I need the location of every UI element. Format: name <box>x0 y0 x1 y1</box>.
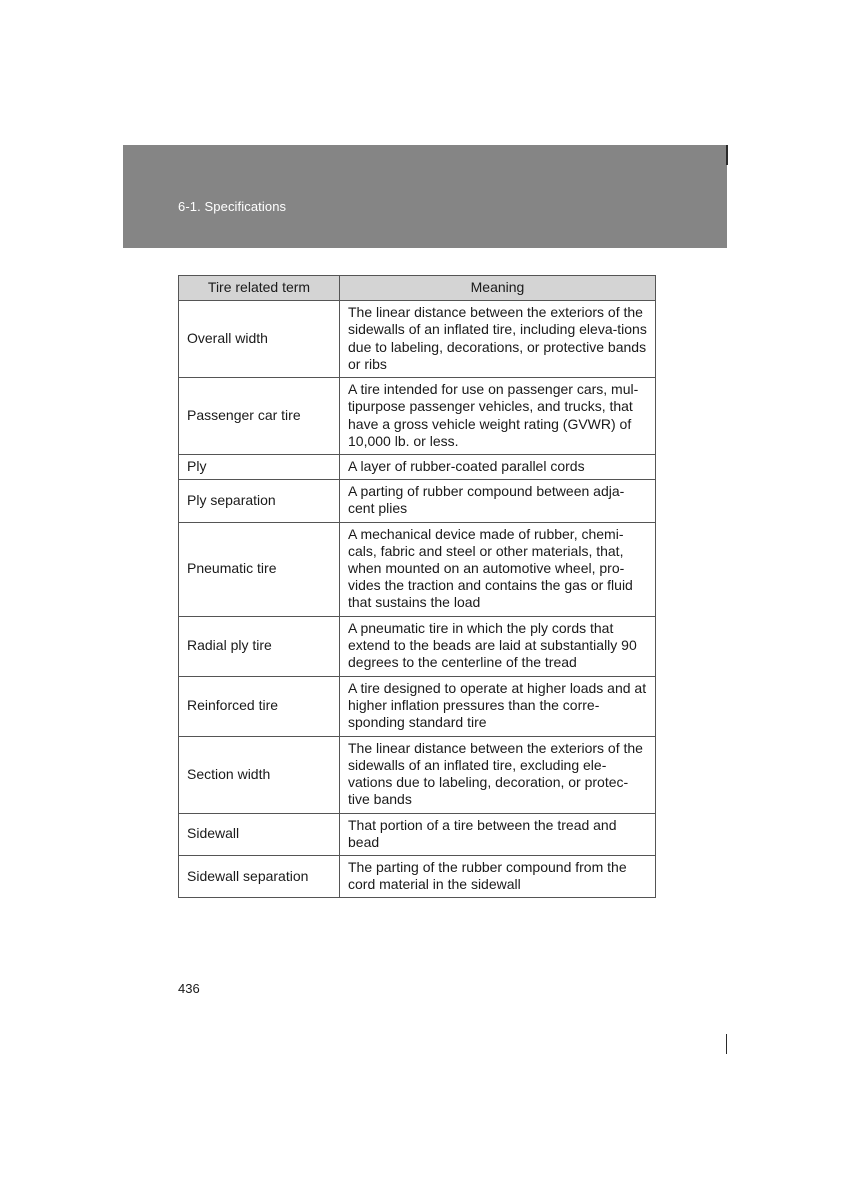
term-cell: Ply separation <box>179 480 340 522</box>
term-cell: Radial ply tire <box>179 616 340 676</box>
meaning-cell: That portion of a tire between the tread and bead <box>340 813 656 855</box>
term-cell: Ply <box>179 455 340 480</box>
term-cell: Passenger car tire <box>179 378 340 455</box>
column-header-meaning: Meaning <box>340 276 656 301</box>
meaning-cell: A tire intended for use on passenger cars, mul-tipurpose passenger vehicles, and trucks, that have a gross vehicle weight rating (GVWR) of 10,000 lb. or less. <box>340 378 656 455</box>
table-row <box>179 455 656 480</box>
table-row <box>179 480 656 522</box>
meaning-cell: A layer of rubber-coated parallel cords <box>340 455 656 480</box>
meaning-cell: The linear distance between the exteriors of the sidewalls of an inflated tire, including eleva-tions due to labeling, decorations, or protective bands or ribs <box>340 301 656 378</box>
table-row <box>179 301 656 378</box>
term-cell: Overall width <box>179 301 340 378</box>
term-cell: Sidewall separation <box>179 856 340 898</box>
table-row <box>179 676 656 736</box>
page-number: 436 <box>178 981 200 996</box>
tire-terms-table <box>178 275 656 898</box>
section-title: 6-1. Specifications <box>178 199 287 214</box>
table-header-row <box>179 276 656 301</box>
meaning-cell: A tire designed to operate at higher loads and at higher inflation pressures than the corre-sponding standard tire <box>340 676 656 736</box>
table-row <box>179 856 656 898</box>
table-row <box>179 813 656 855</box>
meaning-cell: A mechanical device made of rubber, chemi-cals, fabric and steel or other materials, that, when mounted on an automotive wheel, pro-vides the traction and contains the gas or fluid that sustains the load <box>340 522 656 616</box>
term-cell: Section width <box>179 736 340 813</box>
term-cell: Sidewall <box>179 813 340 855</box>
term-cell: Pneumatic tire <box>179 522 340 616</box>
page-edge-mark <box>726 1034 727 1054</box>
table-row <box>179 522 656 616</box>
term-cell: Reinforced tire <box>179 676 340 736</box>
table-row <box>179 616 656 676</box>
meaning-cell: The linear distance between the exteriors of the sidewalls of an inflated tire, excluding ele-vations due to labeling, decoration, or protec-tive bands <box>340 736 656 813</box>
meaning-cell: A pneumatic tire in which the ply cords that extend to the beads are laid at substantially 90 degrees to the centerline of the tread <box>340 616 656 676</box>
section-header-band <box>123 145 727 248</box>
header-edge-mark <box>726 145 728 165</box>
meaning-cell: A parting of rubber compound between adja-cent plies <box>340 480 656 522</box>
column-header-term: Tire related term <box>179 276 340 301</box>
table-row <box>179 736 656 813</box>
meaning-cell: The parting of the rubber compound from the cord material in the sidewall <box>340 856 656 898</box>
table-row <box>179 378 656 455</box>
